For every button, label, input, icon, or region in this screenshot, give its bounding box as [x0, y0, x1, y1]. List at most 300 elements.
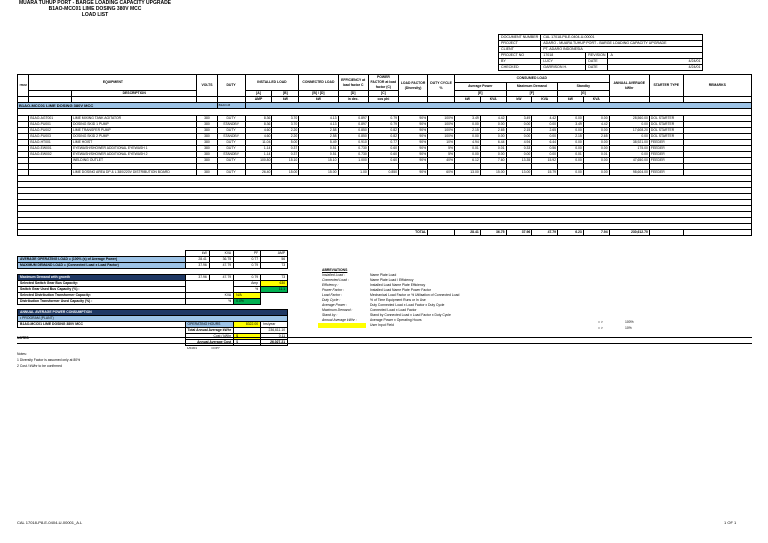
row-value: 100% [428, 134, 455, 140]
transformer-used-unit: % [185, 299, 234, 305]
row-value: STANDBY [217, 122, 245, 128]
row-value: 0.850 [368, 170, 398, 176]
header-standby: Standby [558, 83, 610, 91]
abbreviation-definition: % of Time Equipment Runs or In Use [370, 298, 426, 302]
abbreviation-definition: Duty Connected Load x Load Factor x Duty Cycle [370, 303, 445, 307]
unit-a: [A] [245, 91, 272, 97]
row-value: 38,921.00 [609, 140, 649, 146]
load-list-table [17, 74, 752, 236]
bus-capacity-unit: Amp [234, 281, 261, 287]
row-value: 0.00 [583, 128, 609, 134]
row-value: DUTY [217, 128, 245, 134]
abbreviation-term: Installed Load : [322, 273, 345, 277]
row-value: 4.42 [583, 122, 609, 128]
equipment-description: EYEWASH/SHOWER ADDITIONAL EYEWASH 2 [71, 152, 196, 158]
row-value: 0.00 [480, 152, 506, 158]
row-value: 0.00 [609, 152, 649, 158]
total-max-kw: 37.96 [506, 230, 532, 236]
row-value: 28,560.00 [609, 116, 649, 122]
abbreviation-term: Connected Load : [322, 278, 349, 282]
row-value: 2.65 [480, 128, 506, 134]
row-value: 3.70 [272, 122, 299, 128]
row-value: 0.850 [338, 128, 368, 134]
row-value: 0.60 [368, 158, 398, 164]
row-value: FEEDER [649, 152, 683, 158]
abbreviations-title: ABREVIATIONS [322, 268, 348, 272]
row-value: 0.01 [480, 146, 506, 152]
row-value: 0.01 [583, 152, 609, 158]
row-value: 90% [399, 146, 428, 152]
row-value: 5.49 [299, 140, 338, 146]
total-standby-kw: 6.23 [558, 230, 584, 236]
meta-label: DOCUMENT NUMBER [499, 35, 541, 41]
row-value: 0.79 [368, 116, 398, 122]
row-value: 1.00 [338, 170, 368, 176]
header-maximum-demand: Maximum Demand [506, 83, 558, 91]
row-value: 0.00 [583, 170, 609, 176]
row-value: 10% [428, 140, 455, 146]
row-value: 4.13 [299, 122, 338, 128]
row-value: 0.00 [532, 122, 558, 128]
row-value: 0.00 [609, 134, 649, 140]
header-efficiency: EFFICIENCY at load factor C [338, 75, 368, 91]
small-date: 1/04/01 [187, 346, 198, 350]
header-annual-average: ANNUAL AVERAGE kWhr [609, 75, 649, 97]
row-value: 0.51 [299, 146, 338, 152]
row-value: 100% [428, 122, 455, 128]
total-annual: 230,612.70 [609, 230, 649, 236]
meta-value: A [608, 53, 703, 59]
row-value: 0.33 [506, 146, 532, 152]
row-value: 0.00 [558, 146, 584, 152]
abbreviation-term: Power Factor : [322, 288, 345, 292]
header-description: DESCRIPTION [71, 91, 196, 97]
unit-f: [F] [506, 91, 558, 97]
row-value: 90% [399, 152, 428, 158]
sum-head-pf: PF [234, 251, 261, 257]
equipment-tag: B1AO-PU003 [29, 134, 72, 140]
row-value: 0.730 [338, 146, 368, 152]
row-value: 5% [428, 152, 455, 158]
header-average-power: Average Power [455, 83, 507, 91]
abbreviation-definition: Average Power x Operating Hours [370, 318, 422, 322]
meta-value: 17018 [541, 53, 586, 59]
abbreviation-term: Duty Cycle : [322, 298, 341, 302]
title-line-3: LOAD LIST [81, 12, 109, 18]
row-value: 98,604.00 [609, 170, 649, 176]
meta-value: LUCY [541, 59, 586, 65]
growth-kw: 37.96 [185, 275, 209, 281]
abbreviation-definition: Stand by Connected Load x Load Factor x Duty Cycle [370, 313, 451, 317]
ratio-2-value: 10% [625, 326, 632, 330]
row-value: 13.35 [506, 158, 532, 164]
cost-symbol: $ [234, 334, 261, 340]
section-note: B1AO-M [217, 103, 245, 109]
sum-head-kw: kW [185, 251, 209, 257]
notes-divider [17, 343, 752, 344]
ratio-1-symbol: = > [598, 320, 603, 324]
annual-consumption-title: ANNUAL AVERAGE POWER CONSUMPTION [18, 310, 288, 316]
max-demand-kw: 37.96 [185, 263, 209, 269]
growth-amp: 73 [261, 275, 288, 281]
row-value: 13.00 [506, 170, 532, 176]
operating-hours-value[interactable]: 8322.00 [234, 322, 261, 328]
meta-value: PT. ADARO INDONESIA [541, 47, 703, 53]
bus-used-value: 11.1 [261, 287, 288, 293]
abbreviation-term: Average Power : [322, 303, 348, 307]
row-value: 4.42 [480, 116, 506, 122]
max-demand-amp: 73 [261, 263, 288, 269]
meta-label: BY [499, 59, 541, 65]
row-value: 0.897 [338, 122, 368, 128]
equipment-tag: B1AO-AGT001 [29, 116, 72, 122]
row-value: 0.897 [338, 116, 368, 122]
row-value: 380 [197, 146, 217, 152]
row-value: 2.58 [299, 134, 338, 140]
cost-value[interactable]: 0.11 [261, 334, 288, 340]
bus-capacity-label: Selected Switch Gear Bus Capacity: [18, 281, 186, 287]
row-value: 0.00 [558, 158, 584, 164]
avg-operating-pf: 0.77 [234, 257, 261, 263]
row-value: 380 [197, 152, 217, 158]
equipment-description: LIME MIXING TANK AGITATOR [71, 116, 196, 122]
row-value: 2.65 [583, 134, 609, 140]
notes-divider [17, 337, 752, 338]
row-value: 0.00 [558, 116, 584, 122]
sum-head-amp: AMP [261, 251, 288, 257]
row-value: DOL STARTER [649, 134, 683, 140]
total-annual-value: 236,611.10 [261, 328, 288, 334]
meta-label: DATE [586, 65, 608, 71]
row-value: 0.37 [272, 146, 299, 152]
abbreviation-term: Load Factor : [322, 293, 342, 297]
meta-value: 4/24/01 [608, 59, 703, 65]
row-value: 0.00 [583, 158, 609, 164]
row-value: 13.00 [455, 170, 481, 176]
row-value: 0.56 [532, 146, 558, 152]
row-value: 15.00 [299, 170, 338, 176]
total-standby-kva: 7.94 [583, 230, 609, 236]
row-value: 40% [428, 158, 455, 164]
row-value: DUTY [217, 116, 245, 122]
row-value: 2.58 [299, 128, 338, 134]
row-value: 4.60 [245, 134, 272, 140]
sum-head-kva: KVA [209, 251, 233, 257]
row-value: 3.49 [506, 116, 532, 122]
row-value: 0.82 [368, 134, 398, 140]
row-value: 175.00 [609, 146, 649, 152]
row-value: 4.13 [299, 116, 338, 122]
row-value: 90% [399, 116, 428, 122]
title-line-1: MUARA TUHUP PORT - BARGE LOADING CAPACITY UPGRADE [18, 0, 172, 6]
growth-kva: 47.79 [209, 275, 233, 281]
row-value: 3.49 [455, 116, 481, 122]
row-value: 0.01 [455, 146, 481, 152]
note-1: 1 Diversity Factor is assumed only at 80% [17, 358, 81, 362]
total-annual-label: Total Annual Average kWhr [185, 328, 234, 334]
row-value: 15.10 [299, 158, 338, 164]
note-2: 2 Cost / kWhr to be confirmed [17, 364, 62, 368]
growth-label: Maximum Demand with growth [18, 275, 186, 281]
header-starter-type: STARTER TYPE [649, 75, 683, 97]
bus-capacity-value[interactable]: 630 [261, 281, 288, 287]
bus-used-label: Switch Gear Used Bus Capacity (%) : [18, 287, 186, 293]
row-value: 0.00 [455, 122, 481, 128]
row-value: 11.04 [245, 140, 272, 146]
unit-kw: kW [506, 97, 532, 103]
row-value: DUTY [217, 170, 245, 176]
row-value: DUTY [217, 158, 245, 164]
equipment-tag: B1AO-HT001 [29, 140, 72, 146]
meta-label: CLIENT [499, 47, 541, 53]
row-value: 0.00 [532, 152, 558, 158]
row-value: 0.00 [480, 134, 506, 140]
row-value: 2.65 [532, 128, 558, 134]
row-value: 8.36 [245, 122, 272, 128]
row-value: 0.00 [455, 152, 481, 158]
row-value: 4.60 [245, 128, 272, 134]
cost-label: Cost / kWhr [185, 334, 234, 340]
avg-operating-kva: 36.75 [209, 257, 233, 263]
abbreviation-definition: User Input Field [370, 323, 394, 327]
unit-kva: KVA [532, 97, 558, 103]
row-value: 0.01 [558, 152, 584, 158]
row-value: 2.20 [272, 128, 299, 134]
row-value: 0.82 [368, 128, 398, 134]
annual-cost-label: Annual Average Cost [185, 340, 234, 346]
header-item: ITEM [18, 75, 29, 97]
ratio-2-symbol: = > [598, 326, 603, 330]
program-label: • PROGRAM (PLANT) [18, 316, 288, 322]
meta-label: PROJECT NO [499, 53, 541, 59]
equipment-tag: B1AO-PU002 [29, 128, 72, 134]
row-value: 8.36 [245, 116, 272, 122]
equipment-description: WELDING OUTLET [71, 158, 196, 164]
unit-e: [E] [455, 91, 507, 97]
small-copy: COPY [211, 346, 220, 350]
total-avg-kw: 28.41 [455, 230, 481, 236]
abbreviation-term [318, 323, 366, 328]
row-value: 380 [197, 158, 217, 164]
row-value: 90% [399, 122, 428, 128]
abbreviation-definition: Installed Load Name Plate Efficiency [370, 283, 426, 287]
bus-used-unit: % [234, 287, 261, 293]
equipment-description: DOSING SKID 2 PUMP [71, 134, 196, 140]
meta-value: ADARO - MUARA TUHUP PORT - BARGE LOADING CAPACITY UPGRADE [541, 41, 703, 47]
row-value: FEEDER [649, 146, 683, 152]
unit-kw: kW [558, 97, 584, 103]
row-value: 15.79 [532, 170, 558, 176]
abbreviation-definition: Name Plate Load / Efficiency [370, 278, 414, 282]
row-value: 2.20 [272, 134, 299, 140]
row-value: 7.60 [480, 158, 506, 164]
row-value: 100% [428, 128, 455, 134]
max-demand-load-label: MAXIMUM DEMAND LOAD = (Connected Load x Load Factor) [18, 263, 186, 269]
row-value: DUTY [217, 140, 245, 146]
row-value: 0.00 [455, 134, 481, 140]
row-value: 0.00 [609, 122, 649, 128]
row-value: FEEDER [649, 170, 683, 176]
row-value: 4.94 [455, 140, 481, 146]
meta-value: GARRISON H. [541, 65, 586, 71]
abbreviation-definition: Mechanical Load Factor or % Utilisation of Connected Load [370, 293, 460, 297]
row-value: 0.77 [368, 140, 398, 146]
equipment-description: LIME TRANSFER PUMP [71, 128, 196, 134]
row-value: STANDBY [217, 152, 245, 158]
row-value: 100.80 [245, 158, 272, 164]
row-value: 90% [399, 134, 428, 140]
row-value: 15.92 [532, 158, 558, 164]
unit-kw: kW [455, 97, 481, 103]
transformer-capacity-unit: KVA [185, 293, 234, 299]
meta-value: CAL 17018-P8-E-0404-U-00001 [541, 35, 703, 41]
row-value: 0.00 [558, 170, 584, 176]
row-value: 1.14 [245, 152, 272, 158]
header-load-factor: LOAD FACTOR (Diversity) [399, 75, 428, 97]
transformer-capacity-label: Selected Distribution Transformer Capacity: [18, 293, 186, 299]
meta-label: REVISION [586, 53, 608, 59]
row-value: 15.00 [480, 170, 506, 176]
row-value: 90% [399, 128, 428, 134]
mcc-name: B1AO-MCC01 LIME DOSING 380V MCC [18, 322, 186, 328]
row-value: 90% [399, 140, 428, 146]
row-value: 0.00 [506, 134, 532, 140]
row-value: DOL STARTER [649, 116, 683, 122]
transformer-capacity-value[interactable]: N/A [234, 293, 261, 299]
unit-cos-phi: cos phi [368, 97, 398, 103]
equipment-tag: B1AO-EW001 [29, 146, 72, 152]
summary-table [17, 250, 288, 351]
header-consumed-load: CONSUMED LOAD [455, 75, 610, 83]
row-value: FEEDER [649, 158, 683, 164]
row-value: 15.10 [272, 158, 299, 164]
row-value: 1.14 [245, 146, 272, 152]
header-remarks: REMARKS [683, 75, 751, 97]
unit-kw: kW [272, 97, 299, 103]
row-value: 380 [197, 134, 217, 140]
unit-in-dec: in dec. [338, 97, 368, 103]
total-avg-kva: 36.75 [480, 230, 506, 236]
row-value: 380 [197, 140, 217, 146]
row-value: STANDBY [217, 134, 245, 140]
avg-operating-load-label: AVERAGE OPERATING LOAD = (100% (s) of Average Power) [18, 257, 186, 263]
growth-pf: 0.79 [234, 275, 261, 281]
row-value: 0.00 [583, 146, 609, 152]
header-volts: VOLTS [197, 75, 217, 97]
footer-filename: CAL 17018-P8-E-0404-U-00001_A.L [17, 520, 83, 525]
operating-hours-unit: hrs/year [261, 322, 288, 328]
abbreviation-term: Stand by : [322, 313, 338, 317]
row-value: 5.00 [272, 140, 299, 146]
unit-g: [G] [558, 91, 610, 97]
meta-label: PROJECT [499, 41, 541, 47]
unit-d: [D] [338, 91, 368, 97]
abbreviation-definition: Installed Load Name Plate Power Factor [370, 288, 431, 292]
row-value: 6.12 [455, 158, 481, 164]
row-value: 100% [428, 116, 455, 122]
row-value: 0.910 [338, 140, 368, 146]
document-meta-table [498, 34, 703, 71]
meta-value: 4/24/01 [608, 65, 703, 71]
header-duty-cycle: DUTY CYCLE % [428, 75, 455, 97]
row-value: 15.00 [272, 170, 299, 176]
abbreviation-definition: Connected Load x Load Factor [370, 308, 417, 312]
meta-label: DATE [586, 59, 608, 65]
abbreviation-row [318, 323, 463, 328]
max-demand-pf: 0.79 [234, 263, 261, 269]
transformer-used-value: 0.0% [234, 299, 261, 305]
row-value: 3.49 [558, 122, 584, 128]
transformer-used-label: Distribution Transformer Used Capacity (%) : [18, 299, 186, 305]
equipment-description: DOSING SKID 1 PUMP [71, 122, 196, 128]
equipment-rows [18, 116, 752, 176]
row-value: 0.00 [583, 116, 609, 122]
unit-kva: KVA [480, 97, 506, 103]
avg-operating-kw: 28.41 [185, 257, 209, 263]
row-value: 2.15 [558, 134, 584, 140]
total-max-kva: 47.79 [532, 230, 558, 236]
row-value: 0.60 [368, 146, 398, 152]
row-value: 0.00 [480, 122, 506, 128]
row-value: 0.37 [272, 152, 299, 158]
max-demand-kva: 47.79 [209, 263, 233, 269]
equipment-description: EYEWASH/SHOWER ADDITIONAL EYEWASH 1 [71, 146, 196, 152]
row-value: 0.79 [368, 122, 398, 128]
row-value: 380 [197, 122, 217, 128]
row-value: 90% [399, 170, 428, 176]
unit-c: [C] [368, 91, 398, 97]
row-value: 0.51 [299, 152, 338, 158]
operating-hours-label: OPERATING HOURS [185, 322, 234, 328]
header-equipment: EQUIPMENT [29, 75, 197, 91]
equipment-tag: B1AO-EW002 [29, 152, 72, 158]
row-value: 0.00 [583, 140, 609, 146]
abbreviation-definition: Name Plate Load [370, 273, 397, 277]
equipment-tag: B1AO-PU001 [29, 122, 72, 128]
row-value: 60% [428, 170, 455, 176]
row-value: 380 [197, 116, 217, 122]
row-value: 0.00 [506, 152, 532, 158]
header-connected-load: CONNECTED LOAD [299, 75, 338, 91]
row-value: 380 [197, 170, 217, 176]
row-value: 0.00 [558, 128, 584, 134]
meta-label: CHECKED [499, 65, 541, 71]
footer-page: 1 OF 1 [724, 520, 737, 525]
row-value: 0.00 [532, 134, 558, 140]
row-value: 4.94 [506, 140, 532, 146]
row-value: 0.850 [338, 134, 368, 140]
unit-kva: KVA [583, 97, 609, 103]
abbreviation-term: Maximum Demand : [322, 308, 353, 312]
row-value: 380 [197, 128, 217, 134]
row-value: DOL STARTER [649, 122, 683, 128]
header-installed-load: INSTALLED LOAD [245, 75, 299, 91]
unit-bd: [B] / [D] [299, 91, 338, 97]
annual-cost-value: 26,027.21 [261, 340, 288, 346]
notes-title: NOTES [17, 336, 29, 340]
row-value: 4.42 [532, 116, 558, 122]
row-value: DOL STARTER [649, 128, 683, 134]
row-value: 2.15 [455, 128, 481, 134]
row-value: 17,608.20 [609, 128, 649, 134]
abbreviation-term: Efficiency : [322, 283, 339, 287]
header-duty: DUTY [217, 75, 245, 97]
unit-b: [B] [272, 91, 299, 97]
title-line-2: B1AO-MCC01 LIME DOSING 380V MCC [48, 6, 142, 12]
row-value: 1.000 [338, 158, 368, 164]
abbreviations-table [318, 268, 463, 328]
notes-label: Notes: [17, 352, 27, 356]
